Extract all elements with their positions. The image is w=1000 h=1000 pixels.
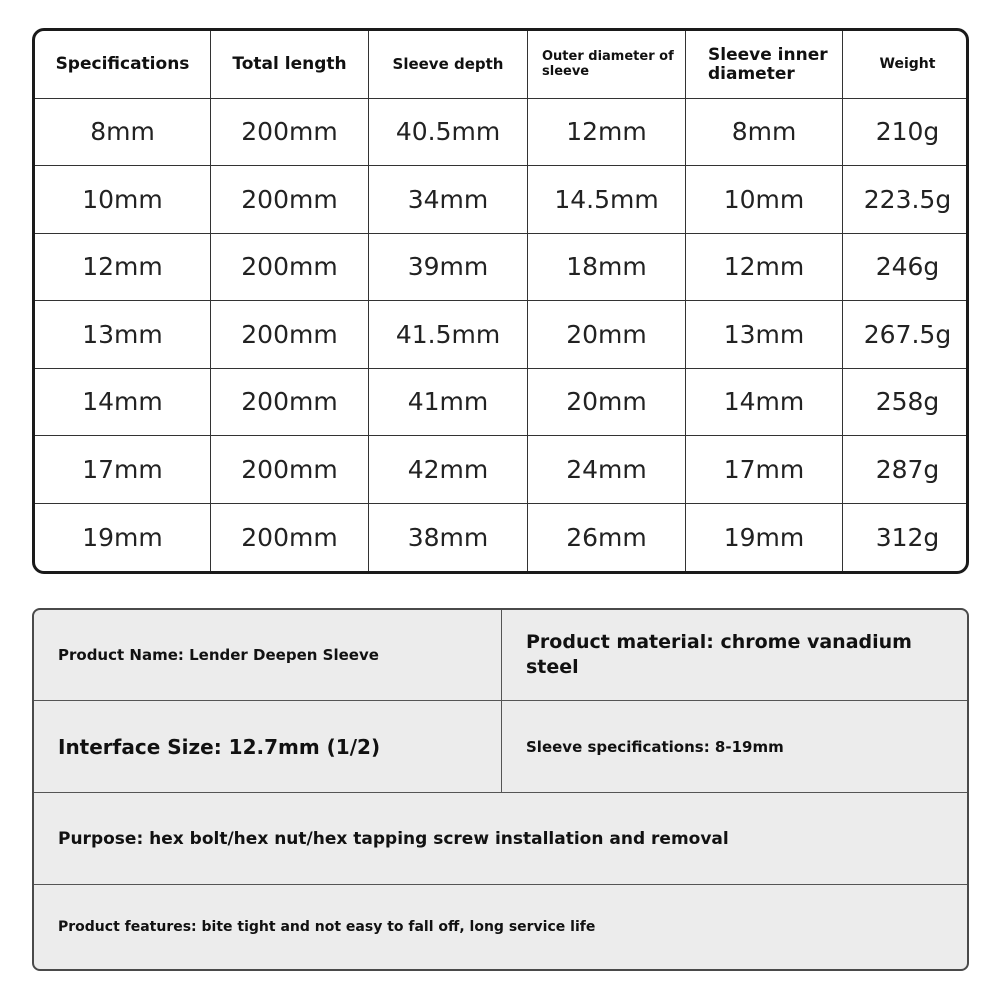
header-inner-diameter: Sleeve inner diameter [686, 31, 843, 99]
cell-length: 200mm [211, 166, 369, 233]
cell-inner: 8mm [686, 99, 843, 166]
cell-inner: 19mm [686, 504, 843, 571]
cell-length: 200mm [211, 436, 369, 503]
cell-spec: 10mm [35, 166, 211, 233]
cell-outer: 14.5mm [528, 166, 686, 233]
sleeve-specifications: Sleeve specifications: 8-19mm [502, 701, 967, 793]
cell-outer: 18mm [528, 234, 686, 301]
cell-depth: 42mm [369, 436, 528, 503]
cell-weight: 223.5g [843, 166, 969, 233]
cell-depth: 41mm [369, 369, 528, 436]
cell-weight: 210g [843, 99, 969, 166]
cell-outer: 20mm [528, 369, 686, 436]
cell-spec: 17mm [35, 436, 211, 503]
spec-table [32, 28, 969, 574]
cell-spec: 8mm [35, 99, 211, 166]
cell-outer: 12mm [528, 99, 686, 166]
cell-length: 200mm [211, 369, 369, 436]
cell-weight: 267.5g [843, 301, 969, 368]
cell-weight: 258g [843, 369, 969, 436]
cell-spec: 13mm [35, 301, 211, 368]
header-total-length: Total length [211, 31, 369, 99]
product-purpose: Purpose: hex bolt/hex nut/hex tapping screw installation and removal [34, 793, 967, 885]
cell-length: 200mm [211, 99, 369, 166]
header-sleeve-depth: Sleeve depth [369, 31, 528, 99]
cell-inner: 10mm [686, 166, 843, 233]
cell-spec: 19mm [35, 504, 211, 571]
cell-outer: 20mm [528, 301, 686, 368]
interface-size: Interface Size: 12.7mm (1/2) [34, 701, 502, 793]
cell-outer: 24mm [528, 436, 686, 503]
cell-inner: 13mm [686, 301, 843, 368]
product-material: Product material: chrome vanadium steel [502, 610, 967, 701]
product-info-panel [32, 608, 969, 971]
cell-depth: 40.5mm [369, 99, 528, 166]
header-specifications: Specifications [35, 31, 211, 99]
cell-weight: 312g [875, 522, 940, 552]
cell-weight: 246g [843, 234, 969, 301]
cell-depth: 38mm [369, 504, 528, 571]
cell-inner: 17mm [686, 436, 843, 503]
cell-inner: 12mm [686, 234, 843, 301]
cell-length: 200mm [211, 504, 369, 571]
cell-spec: 14mm [35, 369, 211, 436]
cell-spec: 12mm [35, 234, 211, 301]
cell-inner: 14mm [686, 369, 843, 436]
cell-outer: 26mm [528, 504, 686, 571]
product-name: Product Name: Lender Deepen Sleeve [34, 610, 502, 701]
cell-depth: 41.5mm [369, 301, 528, 368]
cell-depth: 34mm [369, 166, 528, 233]
header-weight: Weight [843, 31, 969, 99]
cell-length: 200mm [211, 301, 369, 368]
product-features: Product features: bite tight and not easy to fall off, long service life [58, 919, 596, 935]
cell-depth: 39mm [369, 234, 528, 301]
cell-weight: 287g [843, 436, 969, 503]
header-outer-diameter: Outer diameter of sleeve [528, 31, 686, 99]
cell-length: 200mm [211, 234, 369, 301]
